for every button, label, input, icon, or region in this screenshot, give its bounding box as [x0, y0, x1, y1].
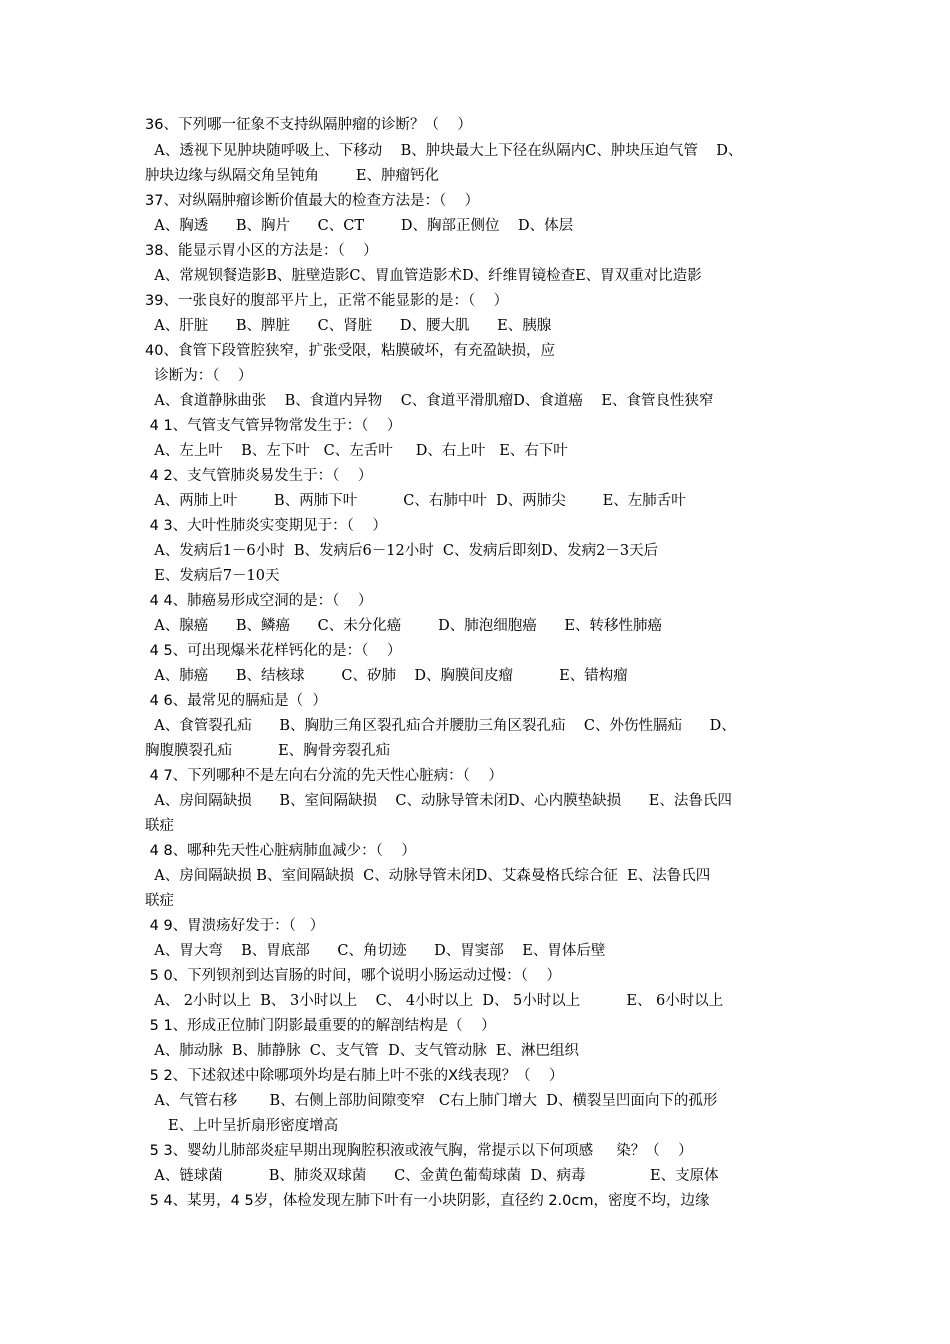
text-line-22: 4 5、可出现爆米花样钙化的是：（ ）	[145, 643, 402, 659]
text-line-3: 肿块边缘与纵隔交角呈钝角 E、肿瘤钙化	[145, 168, 439, 184]
text-line-35: 5 0、下列钡剂到达盲肠的时间，哪个说明小肠运动过慢：（ ）	[145, 968, 561, 984]
text-line-18: A、发病后1－6小时 B、发病后6－12小时 C、发病后即刻D、发病2－3天后	[145, 543, 659, 559]
text-line-20: 4 4、肺癌易形成空洞的是：（ ）	[145, 593, 373, 609]
text-line-40: A、气管右移 B、右侧上部肋间隙变窄 C右上肺门增大 D、横裂呈凹面向下的孤形	[145, 1093, 718, 1109]
text-line-39: 5 2、下述叙述中除哪项外均是右肺上叶不张的X线表现？（ ）	[145, 1068, 564, 1084]
text-line-36: A、 2小时以上 B、 3小时以上 C、 4小时以上 D、 5小时以上 E、 6小时以上	[145, 993, 724, 1009]
text-line-1: 36、下列哪一征象不支持纵隔肿瘤的诊断？（ ）	[145, 117, 472, 133]
text-line-31: A、房间隔缺损 B、室间隔缺损 C、动脉导管未闭D、艾森曼格氏综合征 E、法鲁氏四	[145, 868, 711, 884]
text-line-11: 诊断为：（ ）	[145, 368, 253, 384]
text-line-42: 5 3、婴幼儿肺部炎症早期出现胸腔积液或液气胸，常提示以下何项感 染？（ ）	[145, 1143, 693, 1159]
text-line-34: A、胃大弯 B、胃底部 C、角切迹 D、胃窦部 E、胃体后壁	[145, 943, 606, 959]
text-line-33: 4 9、胃溃疡好发于：（ ）	[145, 918, 325, 934]
text-line-25: A、食管裂孔疝 B、胸肋三角区裂孔疝合并腰肋三角区裂孔疝 C、外伤性膈疝 D、	[145, 718, 736, 734]
text-line-4: 37、对纵隔肿瘤诊断价值最大的检查方法是：（ ）	[145, 193, 480, 209]
text-line-7: A、常规钡餐造影B、脏壁造影C、胃血管造影术D、纤维胃镜检查E、胃双重对比造影	[145, 268, 702, 284]
text-line-10: 40、食管下段管腔狭窄，扩张受限，粘膜破坏，有充盈缺损，应	[145, 343, 555, 359]
text-line-12: A、食道静脉曲张 B、食道内异物 C、食道平滑肌瘤D、食道癌 E、食管良性狭窄	[145, 393, 714, 409]
text-line-43: A、链球菌 B、肺炎双球菌 C、金黄色葡萄球菌 D、病毒 E、支原体	[145, 1168, 719, 1184]
text-line-15: 4 2、支气管肺炎易发生于：（ ）	[145, 468, 373, 484]
text-line-38: A、肺动脉 B、肺静脉 C、支气管 D、支气管动脉 E、淋巴组织	[145, 1043, 580, 1059]
text-line-32: 联症	[145, 893, 174, 909]
text-line-30: 4 8、哪种先天性心脏病肺血减少：（ ）	[145, 843, 416, 859]
text-line-6: 38、能显示胃小区的方法是：（ ）	[145, 243, 378, 259]
text-line-24: 4 6、最常见的膈疝是（ ）	[145, 693, 327, 709]
text-line-9: A、肝脏 B、脾脏 C、肾脏 D、腰大肌 E、胰腺	[145, 318, 552, 334]
text-line-8: 39、一张良好的腹部平片上，正常不能显影的是：（ ）	[145, 293, 509, 309]
text-line-17: 4 3、大叶性肺炎实变期见于：（ ）	[145, 518, 387, 534]
text-line-44: 5 4、某男，4 5岁，体检发现左肺下叶有一小块阴影，直径约 2.0cm，密度不均，边缘	[145, 1193, 710, 1209]
text-line-28: A、房间隔缺损 B、室间隔缺损 C、动脉导管未闭D、心内膜垫缺损 E、法鲁氏四	[145, 793, 732, 809]
text-line-14: A、左上叶 B、左下叶 C、左舌叶 D、右上叶 E、右下叶	[145, 443, 568, 459]
text-line-2: A、透视下见肿块随呼吸上、下移动 B、肿块最大上下径在纵隔内C、肿块压迫气管 D、	[145, 143, 743, 159]
text-line-13: 4 1、气管支气管异物常发生于：（ ）	[145, 418, 402, 434]
text-line-29: 联症	[145, 818, 174, 834]
text-line-5: A、胸透 B、胸片 C、CT D、胸部正侧位 D、体层	[145, 218, 574, 234]
text-line-23: A、肺癌 B、结核球 C、矽肺 D、胸膜间皮瘤 E、错构瘤	[145, 668, 628, 684]
text-line-26: 胸腹膜裂孔疝 E、胸骨旁裂孔疝	[145, 743, 391, 759]
text-line-16: A、两肺上叶 B、两肺下叶 C、右肺中叶 D、两肺尖 E、左肺舌叶	[145, 493, 686, 509]
text-line-27: 4 7、下列哪种不是左向右分流的先天性心脏病：（ ）	[145, 768, 503, 784]
text-line-19: E、发病后7－10天	[145, 568, 280, 584]
text-line-21: A、腺癌 B、鳞癌 C、未分化癌 D、肺泡细胞癌 E、转移性肺癌	[145, 618, 662, 634]
text-line-41: E、上叶呈折扇形密度增高	[145, 1118, 339, 1134]
text-line-37: 5 1、形成正位肺门阴影最重要的的解剖结构是（ ）	[145, 1018, 496, 1034]
